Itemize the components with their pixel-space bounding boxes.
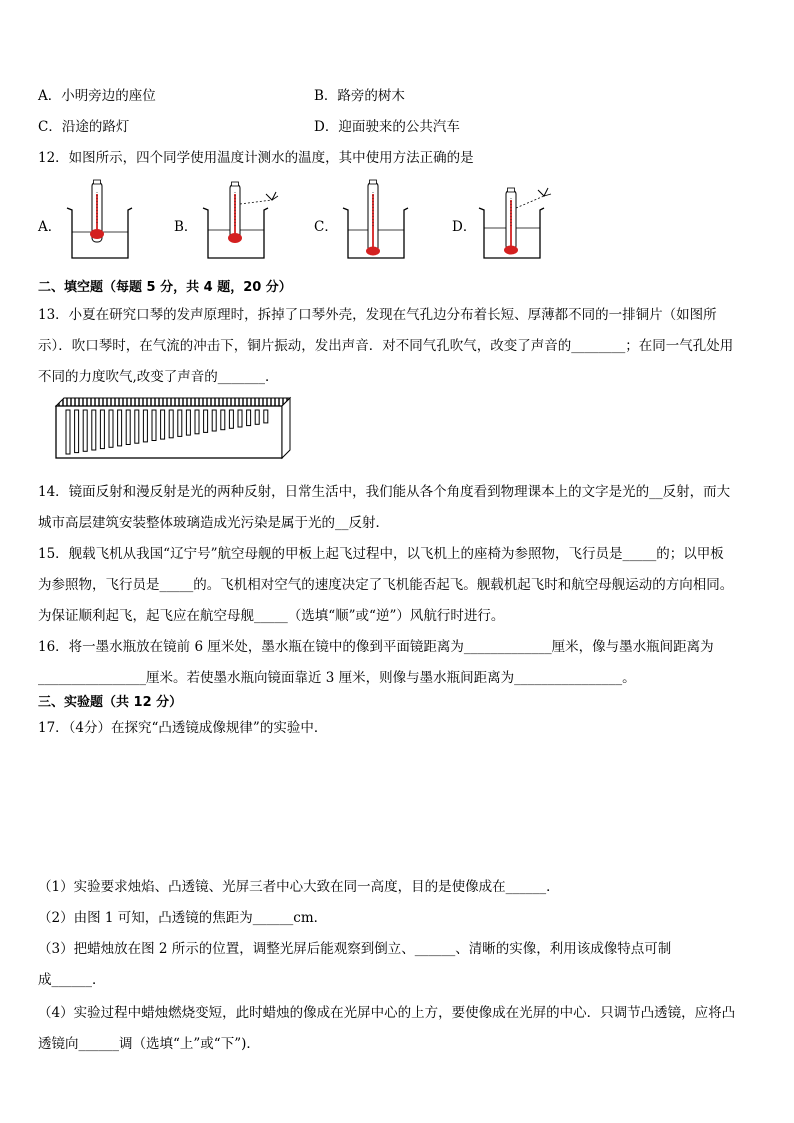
- q17-part1: （1）实验要求烛焰、凸透镜、光屏三者中心大致在同一高度，目的是使像成在______．: [38, 879, 560, 895]
- reed: [161, 410, 165, 439]
- q15-line1: 15．舰载飞机从我国“辽宁号”航空母舰的甲板上起飞过程中，以飞机上的座椅为参照物，飞行员是_____的；以甲板: [38, 546, 724, 562]
- reed: [126, 410, 130, 445]
- q15-line3: 为保证顺利起飞，起飞应在航空母舰_____（选填“顺”或“逆”）风航行时进行。: [38, 608, 505, 624]
- q17-stem: 17．（4分）在探究“凸透镜成像规律”的实验中．: [38, 720, 328, 736]
- beaker-thermometer-c-figure: [342, 178, 410, 262]
- beaker-thermometer-a-figure: [66, 178, 134, 262]
- reed: [264, 410, 268, 423]
- reed: [66, 410, 70, 454]
- q12-label-a: A．: [38, 219, 62, 235]
- q17-part4-line2: 透镜向______调（选填“上”或“下”)．: [38, 1036, 260, 1052]
- reed: [75, 410, 79, 453]
- q17-part2: （2）由图 1 可知，凸透镜的焦距为______cm．: [38, 910, 328, 926]
- q14-line2: 城市高层建筑安装整体玻璃造成光污染是属于光的__反射．: [38, 515, 389, 531]
- q13-line3: 不同的力度吹气,改变了声音的_______．: [38, 369, 279, 385]
- q12-label-c: C．: [314, 219, 338, 235]
- q17-part3-line1: （3）把蜡烛放在图 2 所示的位置，调整光屏后能观察到倒立、______、清晰的实像，利用该成像特点可制: [38, 941, 672, 957]
- q12-label-b: B．: [174, 219, 198, 235]
- reed: [186, 410, 190, 435]
- q12-stem: 12．如图所示，四个同学使用温度计测水的温度，其中使用方法正确的是: [38, 150, 474, 166]
- reed: [238, 410, 242, 427]
- reed: [212, 410, 216, 431]
- reed: [204, 410, 208, 432]
- q16-line2: ________________厘米。若使墨水瓶向镜面靠近 3 厘米，则像与墨水瓶间距离为________________。: [38, 670, 636, 686]
- q16-line1: 16．将一墨水瓶放在镜前 6 厘米处，墨水瓶在镜中的像到平面镜距离为_____________厘米，像与墨水瓶间距离为: [38, 639, 714, 655]
- reed: [178, 410, 182, 436]
- q17-part4-line1: （4）实验过程中蜡烛燃烧变短，此时蜡烛的像成在光屏中心的上方，要使像成在光屏的中心．只调节凸透镜，应将凸: [38, 1005, 736, 1021]
- reed: [169, 410, 173, 438]
- q13-line1: 13．小夏在研究口琴的发声原理时，拆掉了口琴外壳，发现在气孔边分布着长短、厚薄都不同的一排铜片（如图所: [38, 307, 717, 323]
- reed: [143, 410, 147, 442]
- beaker-thermometer-b-figure: [202, 180, 282, 262]
- reed: [152, 410, 156, 441]
- q11-option-d: D．迎面驶来的公共汽车: [314, 119, 460, 135]
- reed: [118, 410, 122, 446]
- reed: [83, 410, 87, 451]
- q11-option-c: C．沿途的路灯: [38, 119, 130, 135]
- q13-line2: 示）．吹口琴时，在气流的冲击下，铜片振动，发出声音．对不同气孔吹气，改变了声音的________；在同一气孔处用: [38, 338, 734, 354]
- reed: [195, 410, 199, 434]
- reed: [229, 410, 233, 428]
- reed: [100, 410, 104, 449]
- q11-option-b: B．路旁的树木: [314, 88, 405, 104]
- reed: [135, 410, 139, 443]
- q11-option-a: A．小明旁边的座位: [38, 88, 156, 104]
- harmonica-reeds-figure: [54, 396, 294, 460]
- section2-heading: 二、填空题（每题 5 分，共 4 题，20 分）: [38, 280, 292, 295]
- beaker-thermometer-d-figure: [478, 186, 558, 262]
- reed: [221, 410, 225, 430]
- reed: [92, 410, 96, 450]
- reed: [247, 410, 251, 426]
- reed: [109, 410, 113, 447]
- q17-part3-line2: 成______．: [38, 972, 106, 988]
- section3-heading: 三、实验题（共 12 分）: [38, 695, 183, 710]
- q15-line2: 为参照物，飞行员是_____的。飞机相对空气的速度决定了飞机能否起飞。舰载机起飞时和航空母舰运动的方向相同。: [38, 577, 734, 593]
- q14-line1: 14．镜面反射和漫反射是光的两种反射，日常生活中，我们能从各个角度看到物理课本上的文字是光的__反射，而大: [38, 484, 731, 500]
- q12-label-d: D．: [452, 219, 477, 235]
- reed: [255, 410, 259, 424]
